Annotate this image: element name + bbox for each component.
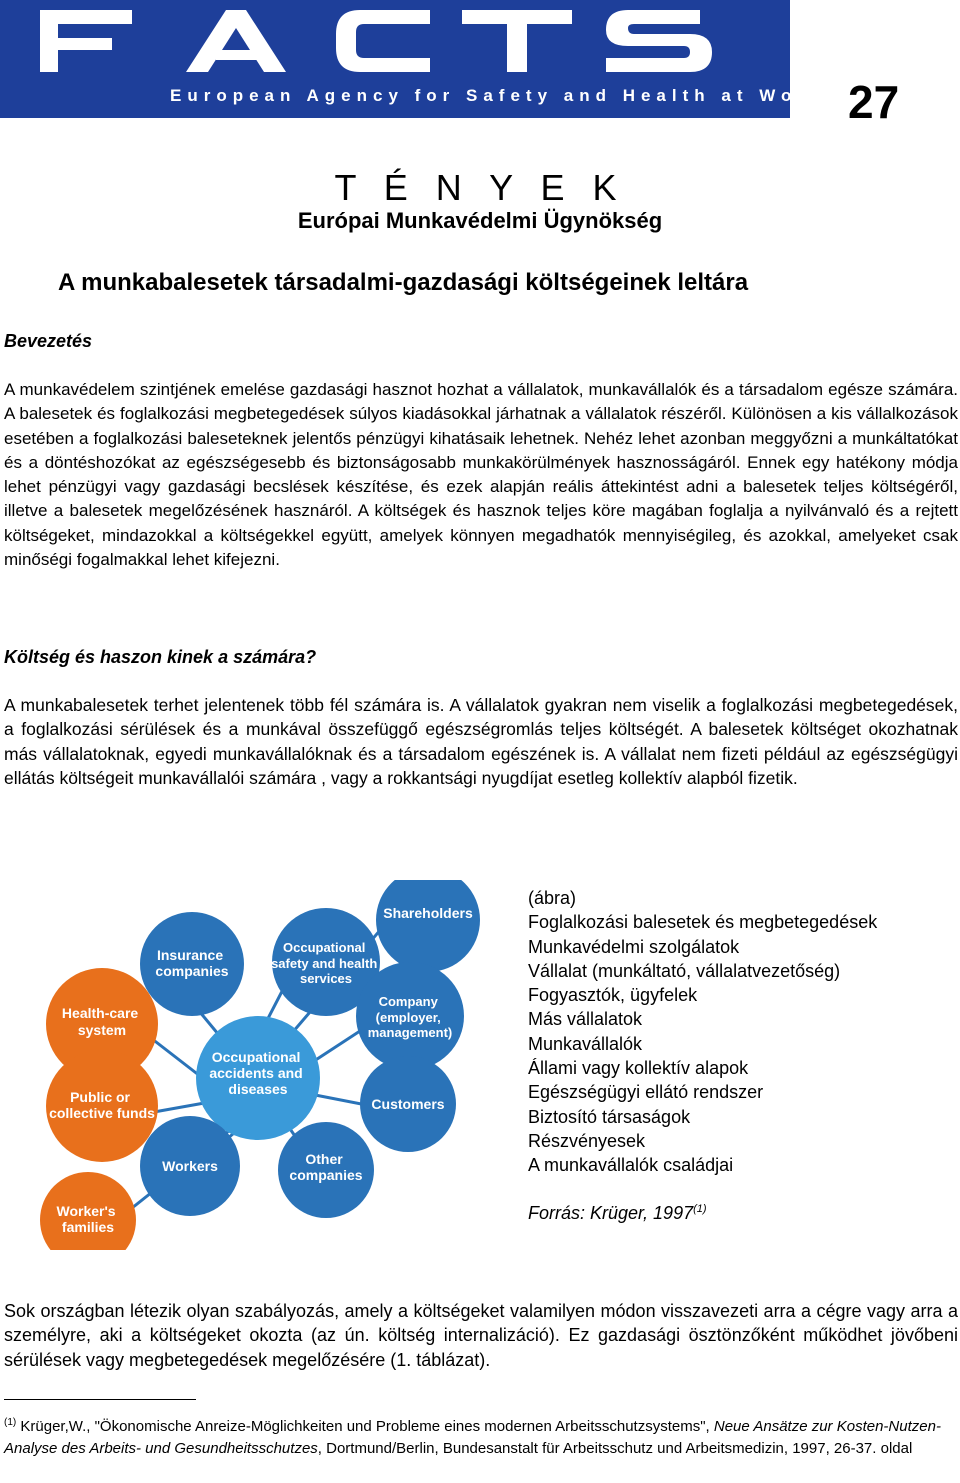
banner-tagline: European Agency for Safety and Health at Work <box>170 86 826 105</box>
agency-name: Európai Munkavédelmi Ügynökség <box>297 208 663 233</box>
legend-item: Vállalat (munkáltató, vállalatvezetőség) <box>528 960 841 981</box>
center-label-3: diseases <box>228 1081 288 1097</box>
cost-paragraph: A munkabalesetek terhet jelentenek több fél számára is. A vállalatok gyakran nem viselik a foglalkozási megbetegedések, a foglalkozási sérülések és a munkával összefüggő egészségromlás teljes költségét. A balesetek költséget okozhatnak más vállalatoknak, egyedi munkavállalóknak és a társadalom egészének is. A vállalat nem fizeti például az egészségügyi ellátás költségeit munkavállalói számára , vagy a rokkantsági nyugdíjat esetleg kollektív alapból fizetik. <box>4 695 958 788</box>
occ-services-label-2: safety and health <box>271 956 378 971</box>
source-citation <box>528 1203 707 1224</box>
cost-heading: Költség és haszon kinek a számára? <box>4 647 317 667</box>
customers-label: Customers <box>371 1096 445 1112</box>
diagram-legend <box>528 886 877 1178</box>
healthcare-label-1: Health-care <box>61 1005 139 1021</box>
company-label-2: (employer, <box>375 1010 441 1025</box>
legend-item: Egészségügyi ellátó rendszer <box>528 1082 764 1103</box>
legend-item: A munkavállalók családjai <box>528 1155 734 1176</box>
footnote-text-end: , Dortmund/Berlin, Bundesanstalt für Arbeitsschutz und Arbeitsmedizin, 1997, 26-37. oldal <box>317 1440 913 1457</box>
intro-heading: Bevezetés <box>4 331 93 351</box>
footnote <box>4 1412 954 1460</box>
legend-caption: (ábra) <box>528 888 577 908</box>
company-label-3: management) <box>367 1025 453 1040</box>
workers-label: Workers <box>162 1158 218 1174</box>
families-label-2: families <box>61 1219 115 1235</box>
other-label-1: Other <box>305 1151 343 1167</box>
legend-item: Munkavédelmi szolgálatok <box>528 936 740 957</box>
legend-item: Részvényesek <box>528 1130 646 1151</box>
insurance-label-1: Insurance <box>156 947 224 963</box>
source-ref: (1) <box>693 1203 707 1215</box>
diagram-nodes <box>40 880 480 1250</box>
footnote-divider <box>4 1399 196 1400</box>
occ-services-label-1: Occupational <box>283 940 366 955</box>
closing-paragraph: Sok országban létezik olyan szabályozás, amely a költségeket valamilyen módon visszavezeti arra a cégre vagy arra a személyre, aki a költségeket okozta (az ún. költség internalizáció). Ez gazdasági ösztönzőként működhet jövőbeni sérülések vagy megbetegedések megelőzésére (1. táblázat). <box>4 1301 958 1370</box>
source-text: Forrás: Krüger, 1997 <box>528 1203 694 1223</box>
legend-item: Más vállalatok <box>528 1009 643 1030</box>
svg-text:Company (employer, <box>368 994 453 1040</box>
facts-kicker: T É N Y E K <box>334 167 626 208</box>
healthcare-label-2: system <box>77 1022 127 1038</box>
stakeholder-diagram <box>30 880 510 1250</box>
legend-item: Munkavállalók <box>528 1033 643 1054</box>
public-label-2: collective funds <box>49 1105 155 1121</box>
other-label-2: companies <box>289 1167 363 1183</box>
legend-item: Állami vagy kollektív alapok <box>528 1058 749 1079</box>
shareholders-label: Shareholders <box>383 905 473 921</box>
shareholders-node <box>376 880 480 972</box>
company-label-1: Company <box>378 994 438 1009</box>
public-label-1: Public or <box>70 1089 131 1105</box>
legend-item: Foglalkozási balesetek és megbetegedések <box>528 912 878 933</box>
legend-item: Biztosító társaságok <box>528 1106 691 1127</box>
legend-item: Fogyasztók, ügyfelek <box>528 985 698 1006</box>
footnote-text-start: Krüger,W., "Ökonomische Anreize-Möglichkeiten und Probleme eines modernen Arbeitsschutzsystems", <box>16 1418 714 1435</box>
footnote-ref: (1) <box>4 1417 17 1428</box>
footnote-text-italic: Neue Ansätze zur Kosten-Nutzen-Analyse des Arbeits- und Gesundheitsschutzes <box>4 1418 941 1457</box>
intro-paragraph: A munkavédelem szintjének emelése gazdasági hasznot hozhat a vállalatok, munkavállalók és a társadalom egésze számára. A balesetek és foglalkozási megbetegedések súlyos kiadásokkal járhatnak a vállalatok részéről. Különösen a kis vállalkozások esetében a foglalkozási baleseteknek jelentős pénzügyi kihatásaik lehetnek. Nehéz lehet azonban meggyőzni a munkáltatókat és a döntéshozókat az egészségesebb és biztonságosabb munkakörülmények hasznosságáról. Ennek egy hatékony módja lehet pénzügyi vagy gazdasági becslések készítése, és ezek alapján reális áttekintést adni a balesetek teljes költségéről, illetve a balesetek megelőzésének hasznáról. A költségek és hasznok teljes köre magában foglalja a nyilvánvaló és a rejtett költségeket, mindazokkal a költségekkel együtt, amelyek könnyen megadhatók mennyiségileg, és azokkal, amelyeket csak minőségi fogalmakkal lehet kifejezni. <box>4 380 958 570</box>
center-label-2: accidents and <box>209 1065 303 1081</box>
svg-text:Worker's families <box>57 1203 120 1235</box>
families-label-1: Worker's <box>56 1203 116 1219</box>
center-label-1: Occupational <box>211 1049 301 1065</box>
insurance-label-2: companies <box>155 963 229 979</box>
svg-text:Insurance companies <box>155 947 228 979</box>
occ-services-label-3: services <box>299 971 353 986</box>
page-number: 27 <box>848 76 900 128</box>
main-title: A munkabalesetek társadalmi-gazdasági költségeinek leltára <box>58 269 749 296</box>
